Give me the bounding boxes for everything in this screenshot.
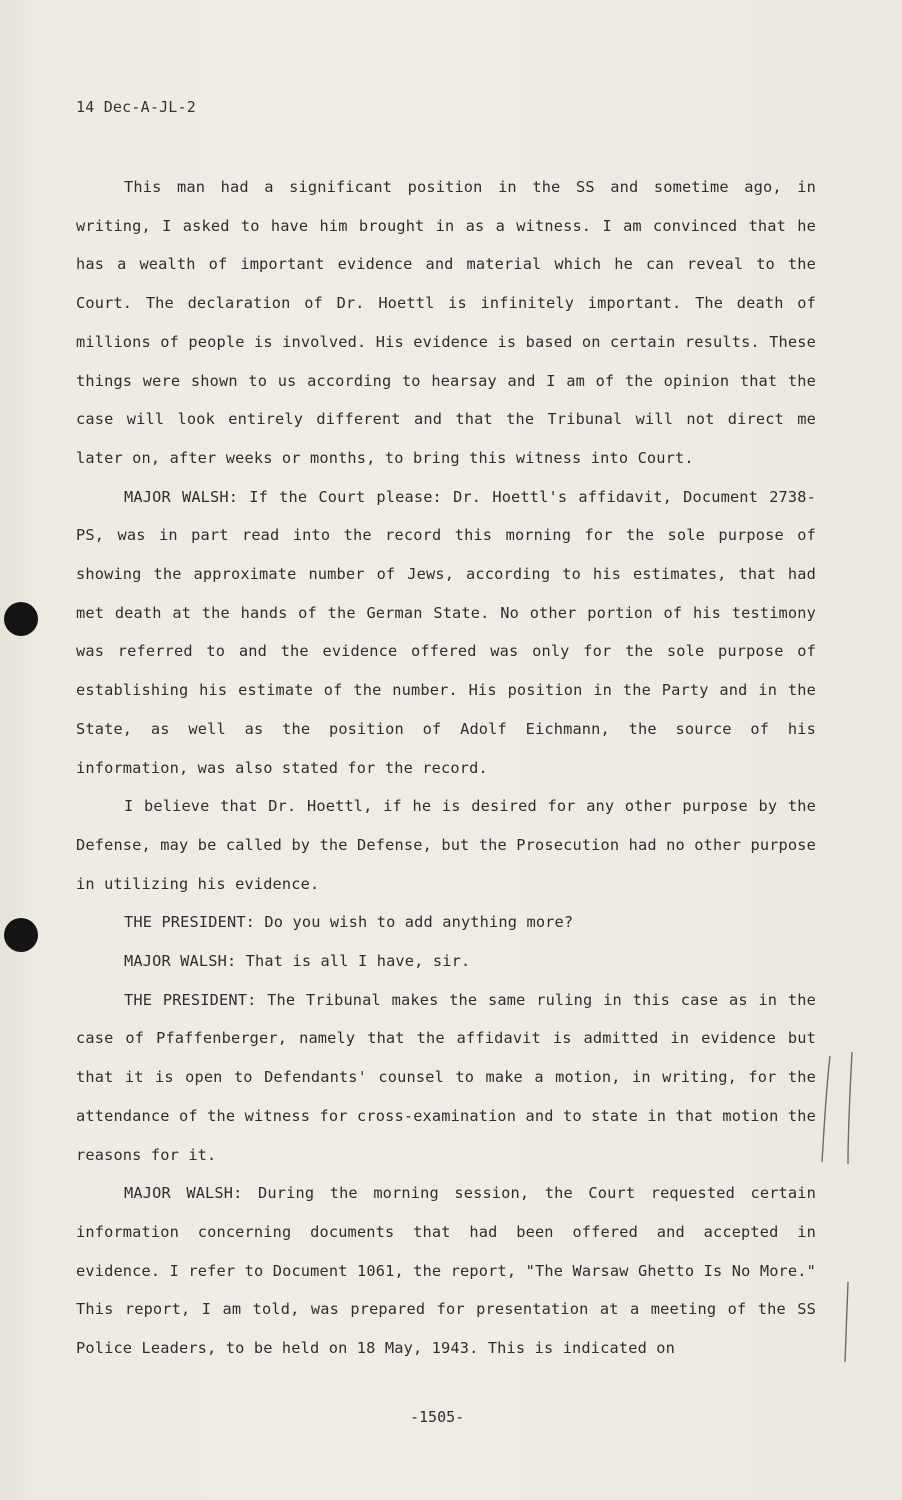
page-number: -1505-	[410, 1408, 465, 1426]
paragraph: THE PRESIDENT: The Tribunal makes the same ruling in this case as in the case of Pfaffenberger, namely that the affidavit is admitted in evidence but that it is open to Defendants' counsel to make a motion, in writing, for the attendance of the witness for cross-examination and to state in that motion the reasons for it.	[76, 990, 816, 1164]
margin-pencil-mark	[836, 1280, 856, 1364]
paragraph: THE PRESIDENT: Do you wish to add anything more?	[124, 913, 574, 932]
paragraph: MAJOR WALSH: During the morning session, the Court requested certain information concerning documents that had been offered and accepted in evidence. I refer to Document 1061, the report, "The Warsaw Ghetto Is No More." This report, I am told, was prepared for presentation at a meeting of the SS Police Leaders, to be held on 18 May, 1943. This is indicated on	[76, 1184, 816, 1358]
punch-hole	[4, 918, 38, 952]
paragraph: MAJOR WALSH: If the Court please: Dr. Hoettl's affidavit, Document 2738-PS, was in part read into the record this morning for the sole purpose of showing the approximate number of Jews, according to his estimates, that had met death at the hands of the German State. No other portion of his testimony was referred to and the evidence offered was only for the sole purpose of establishing his estimate of the number. His position in the Party and in the State, as well as the position of Adolf Eichmann, the source of his information, was also stated for the record.	[76, 487, 816, 777]
paragraph: I believe that Dr. Hoettl, if he is desired for any other purpose by the Defense, may be called by the Defense, but the Prosecution had no other purpose in utilizing his evidence.	[76, 797, 816, 893]
paragraph: This man had a significant position in the SS and sometime ago, in writing, I asked to have him brought in as a witness. I am convinced that he has a wealth of important evidence and material which he can reveal to the Court. The declaration of Dr. Hoettl is infinitely important. The death of millions of people is involved. His evidence is based on certain results. These things were shown to us according to hearsay and I am of the opinion that the case will look entirely different and that the Tribunal will not direct me later on, after weeks or months, to bring this witness into Court.	[76, 178, 816, 467]
margin-pencil-mark	[814, 1050, 864, 1166]
document-header: 14 Dec-A-JL-2	[76, 98, 196, 116]
paragraph: MAJOR WALSH: That is all I have, sir.	[124, 952, 471, 971]
transcript-body	[76, 168, 816, 1368]
punch-hole	[4, 602, 38, 636]
